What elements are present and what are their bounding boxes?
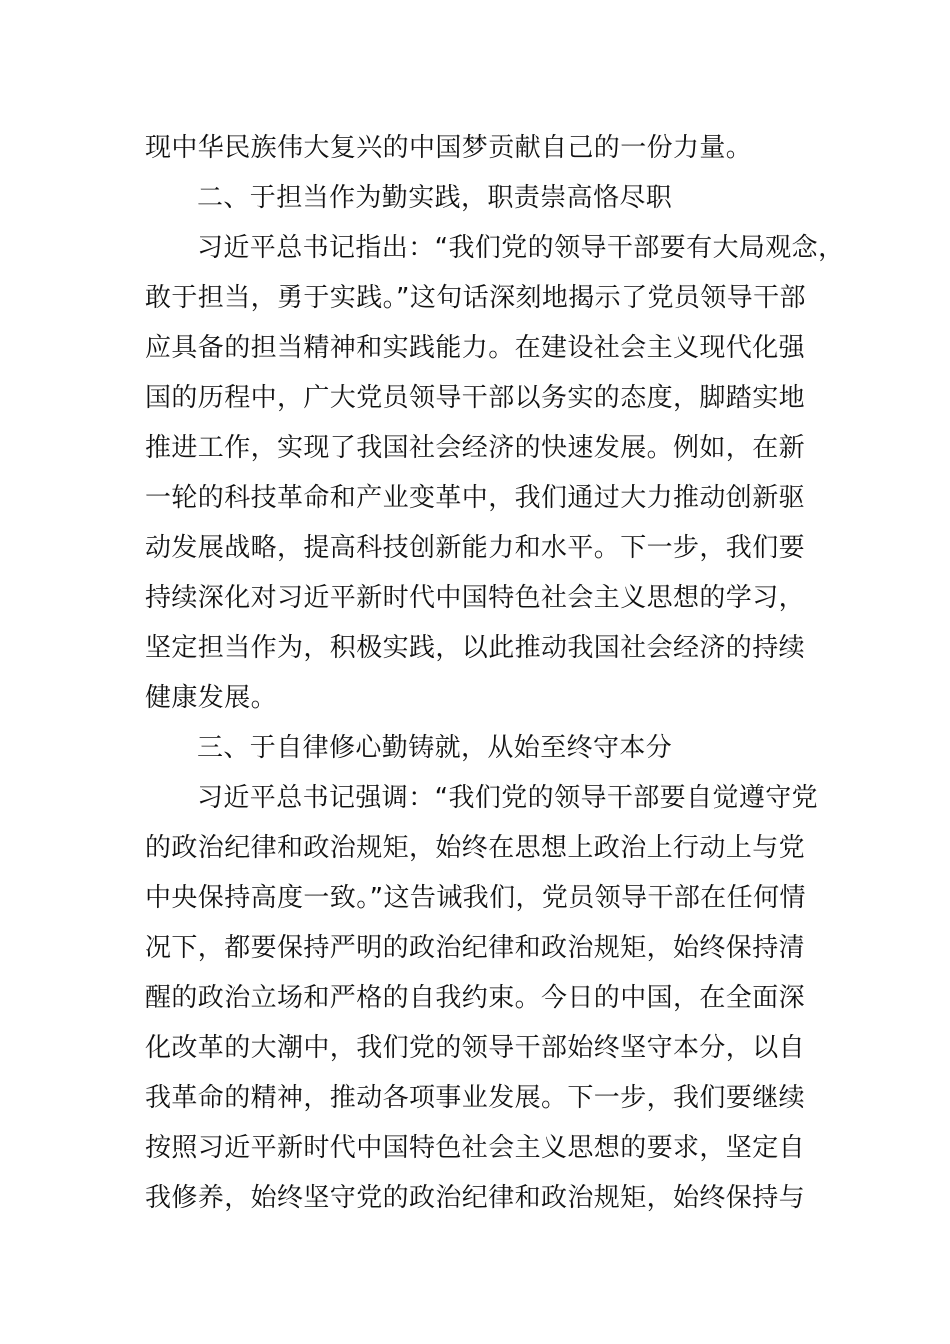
- text-line: 我革命的精神，推动各项事业发展。下一步，我们要继续: [145, 1083, 806, 1113]
- section-heading-3: 三、于自律修心勤铸就，从始至终守本分: [197, 733, 673, 763]
- text-line: 现中华民族伟大复兴的中国梦贡献自己的一份力量。: [145, 133, 753, 163]
- text-line: 按照习近平新时代中国特色社会主义思想的要求，坚定自: [145, 1133, 806, 1163]
- text-line: 推进工作，实现了我国社会经济的快速发展。例如，在新: [145, 433, 806, 463]
- text-line: 我修养，始终坚守党的政治纪律和政治规矩，始终保持与: [145, 1183, 806, 1213]
- text-line: 一轮的科技革命和产业变革中，我们通过大力推动创新驱: [145, 483, 806, 513]
- text-line: 健康发展。: [145, 683, 278, 713]
- text-line: 的政治纪律和政治规矩，始终在思想上政治上行动上与党: [145, 833, 806, 863]
- text-line: 坚定担当作为，积极实践，以此推动我国社会经济的持续: [145, 633, 806, 663]
- text-line: 敢于担当，勇于实践。”这句话深刻地揭示了党员领导干部: [145, 283, 806, 313]
- text-line: 中央保持高度一致。”这告诫我们，党员领导干部在任何情: [145, 883, 806, 913]
- text-line: 动发展战略，提高科技创新能力和水平。下一步，我们要: [145, 533, 806, 563]
- text-line: 应具备的担当精神和实践能力。在建设社会主义现代化强: [145, 333, 806, 363]
- section-heading-2: 二、于担当作为勤实践，职责崇高恪尽职: [197, 183, 673, 213]
- text-line: 习近平总书记指出：“我们党的领导干部要有大局观念，: [197, 233, 845, 263]
- text-line: 习近平总书记强调：“我们党的领导干部要自觉遵守党: [197, 783, 819, 813]
- text-line: 化改革的大潮中，我们党的领导干部始终坚守本分，以自: [145, 1033, 806, 1063]
- text-line: 况下，都要保持严明的政治纪律和政治规矩，始终保持清: [145, 933, 806, 963]
- text-line: 醒的政治立场和严格的自我约束。今日的中国，在全面深: [145, 983, 806, 1013]
- text-line: 国的历程中，广大党员领导干部以务实的态度，脚踏实地: [145, 383, 806, 413]
- text-line: 持续深化对习近平新时代中国特色社会主义思想的学习，: [145, 583, 806, 613]
